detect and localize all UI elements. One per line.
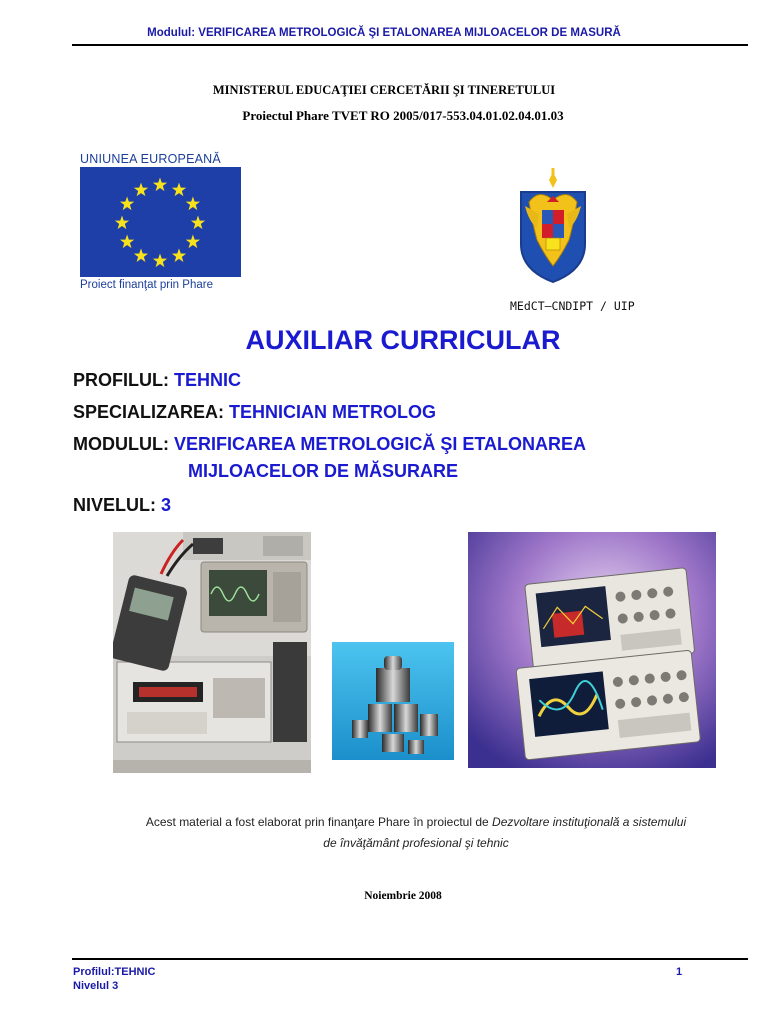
field-nivel-label: NIVELUL: <box>73 495 156 515</box>
oscilloscopes-photo <box>468 532 716 768</box>
romania-coat-of-arms-icon <box>513 166 593 286</box>
eu-logo-note: Proiect finanţat prin Phare <box>80 279 213 291</box>
publication-date: Noiembrie 2008 <box>364 890 442 902</box>
footer-nivel: Nivelul 3 <box>73 980 119 992</box>
ministry-name: MINISTERUL EDUCAŢIEI CERCETĂRII ŞI TINERETULUI <box>212 83 556 97</box>
running-header-label: Modulul: <box>147 27 196 39</box>
running-header-title: VERIFICAREA METROLOGICĂ ŞI ETALONAREA MIJLOACELOR DE MASURĂ <box>198 27 621 39</box>
field-modul-value-line2: MIJLOACELOR DE MĂSURARE <box>188 461 459 481</box>
footer-divider <box>72 958 748 960</box>
field-profil-label: PROFILUL: <box>73 370 169 390</box>
field-profil-value: TEHNIC <box>174 370 242 390</box>
field-modul-value-line1: VERIFICAREA METROLOGICĂ ŞI ETALONAREA <box>174 434 587 454</box>
page-title: AUXILIAR CURRICULAR <box>245 325 561 355</box>
footer-profil: Profilul:TEHNIC <box>73 966 156 978</box>
field-modul-continuation <box>188 461 458 482</box>
field-specializare <box>73 402 436 423</box>
funding-note-text: Acest material a fost elaborat prin finanţare Phare în proiectul de <box>145 815 493 829</box>
field-modul <box>73 434 586 455</box>
field-specializare-label: SPECIALIZAREA: <box>73 402 225 422</box>
funding-note-project: Dezvoltare instituţională a sistemului <box>492 815 687 829</box>
field-profil <box>73 370 241 391</box>
running-header <box>0 27 768 39</box>
funding-note-project-continued: de învăţământ profesional şi tehnic <box>323 836 509 850</box>
footer-info <box>73 965 156 993</box>
measuring-instruments-photo <box>113 532 311 773</box>
field-modul-label: MODULUL: <box>73 434 169 454</box>
eu-flag-icon <box>80 167 241 277</box>
funding-note <box>60 812 768 854</box>
field-nivel-value: 3 <box>161 495 172 515</box>
field-nivel <box>73 495 171 516</box>
field-specializare-value: TEHNICIAN METROLOG <box>229 402 437 422</box>
calibration-weights-photo <box>332 642 454 760</box>
project-code: Proiectul Phare TVET RO 2005/017-553.04.01.02.04.01.03 <box>242 108 564 123</box>
eu-logo-caption: UNIUNEA EUROPEANĂ <box>80 152 221 166</box>
page-number: 1 <box>676 966 683 978</box>
header-divider <box>72 44 748 46</box>
agency-label: MEdCT–CNDIPT / UIP <box>510 299 635 313</box>
